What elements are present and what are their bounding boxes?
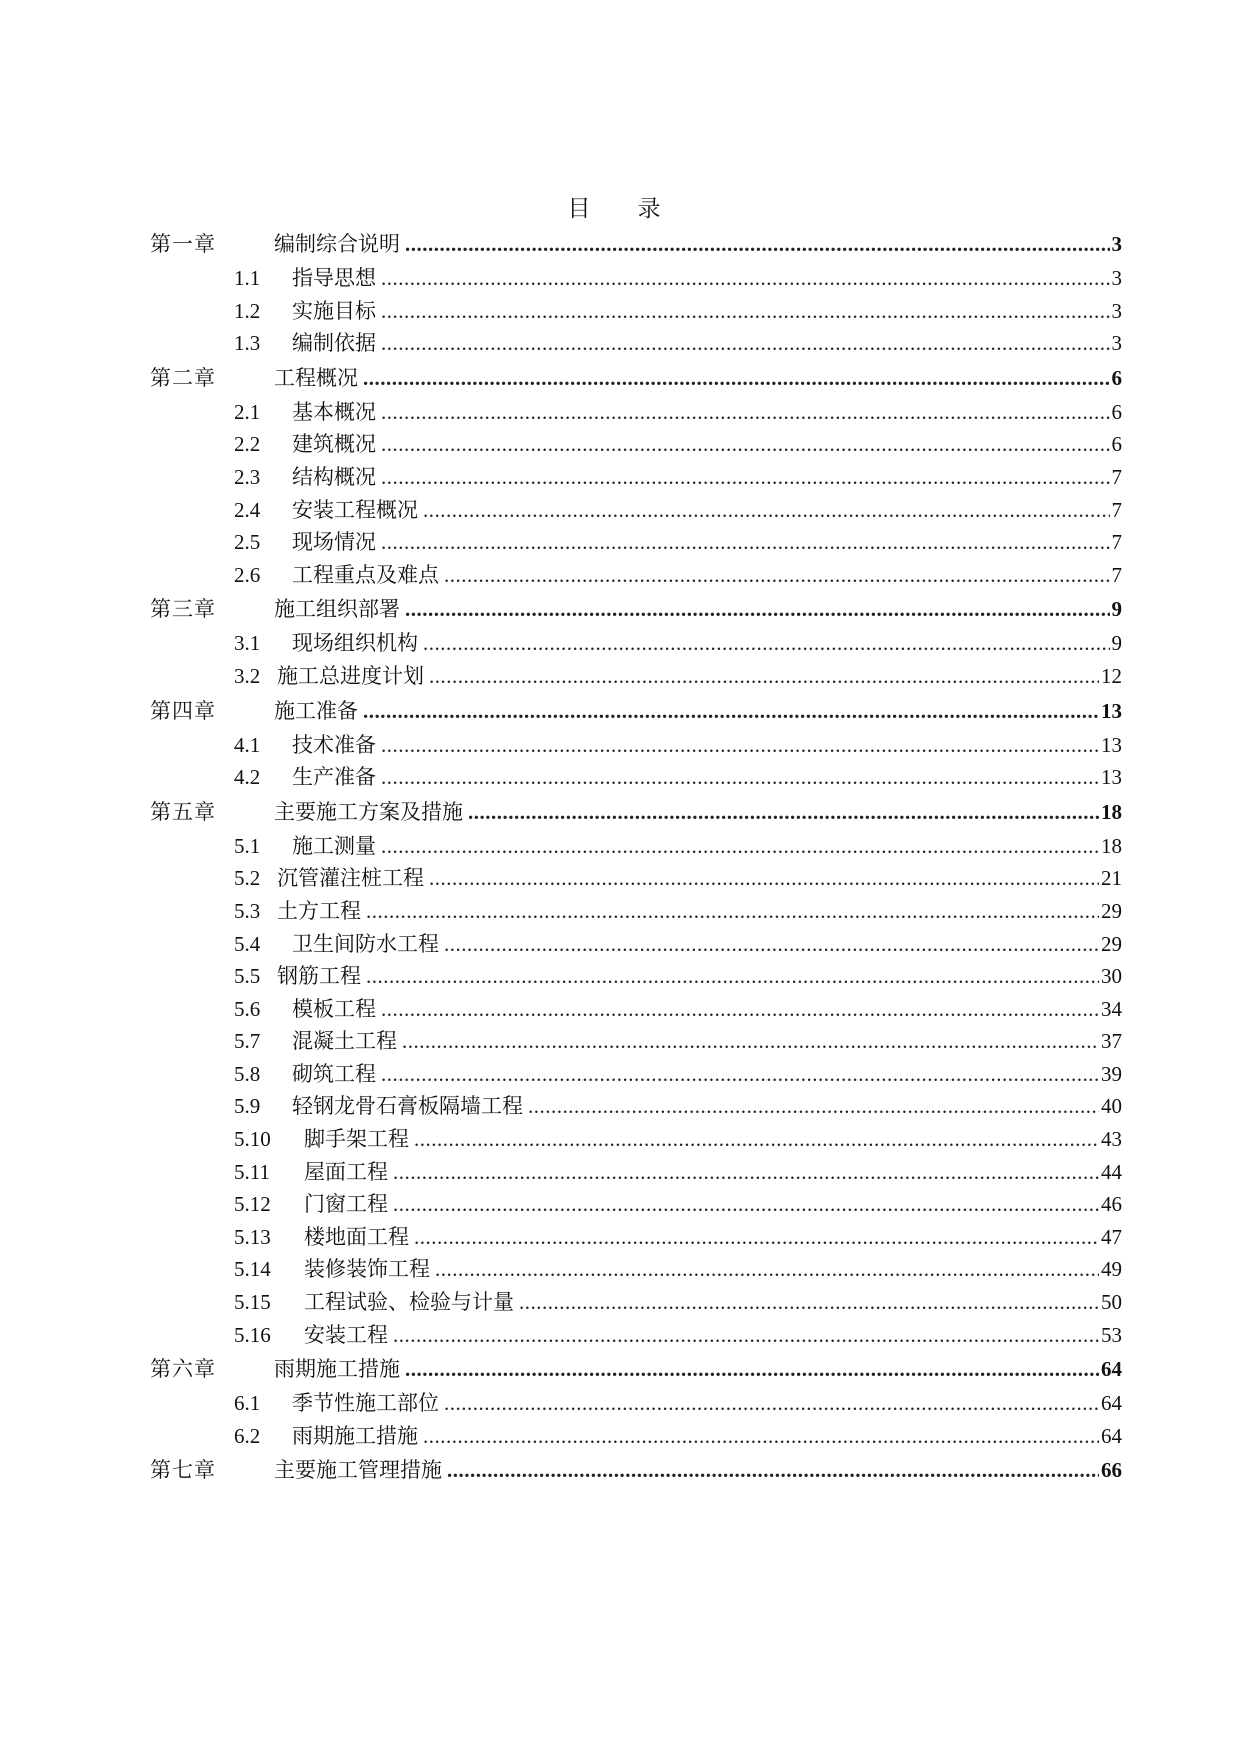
toc-entry-page-number: 29 (1101, 898, 1122, 923)
toc-entry-number: 5.14 (234, 1257, 271, 1282)
toc-entry-title: 生产准备 (292, 765, 376, 790)
toc-entry-title: 编制综合说明 (274, 232, 400, 256)
toc-entry-title: 工程重点及难点 (292, 562, 439, 587)
toc-section-entry[interactable] (150, 1188, 1122, 1221)
toc-entry-title: 工程概况 (274, 365, 358, 390)
toc-section-entry[interactable] (150, 895, 1122, 928)
toc-entry-title: 楼地面工程 (304, 1224, 409, 1249)
toc-entry-page-number: 7 (1111, 464, 1122, 489)
dot-leader (363, 360, 1110, 396)
toc-entry-number: 2.3 (234, 464, 261, 489)
toc-entry-number: 第二章 (150, 365, 216, 390)
toc-entry-number: 2.4 (234, 497, 261, 522)
toc-section-entry[interactable] (150, 660, 1122, 693)
toc-entry-number: 3.2 (234, 663, 261, 688)
dot-leader (414, 1123, 1099, 1156)
toc-entry-title: 脚手架工程 (304, 1127, 409, 1152)
toc-chapter-entry[interactable] (150, 591, 1122, 627)
toc-entry-page-number: 40 (1101, 1094, 1122, 1119)
toc-title: 目 录 (567, 196, 673, 221)
toc-entry-title: 现场情况 (292, 530, 376, 555)
dot-leader (405, 591, 1110, 627)
toc-section-entry[interactable] (150, 1286, 1122, 1319)
toc-section-entry[interactable] (150, 1253, 1122, 1286)
toc-entry-page-number: 34 (1101, 996, 1122, 1021)
toc-entry-number: 1.1 (234, 266, 261, 290)
toc-entry-title: 安装工程 (304, 1322, 388, 1347)
toc-entry-page-number: 13 (1101, 698, 1122, 723)
toc-entry-number: 2.1 (234, 399, 261, 424)
toc-entry-title: 工程试验、检验与计量 (304, 1290, 514, 1315)
toc-entry-number: 4.2 (234, 765, 261, 790)
toc-section-entry[interactable] (150, 960, 1122, 993)
toc-entry-number: 5.15 (234, 1290, 271, 1315)
toc-entry-title: 装修装饰工程 (304, 1257, 430, 1282)
dot-leader (381, 428, 1110, 461)
dot-leader (423, 627, 1110, 660)
toc-entry-page-number: 50 (1101, 1290, 1122, 1315)
toc-entry-page-number: 30 (1101, 964, 1122, 989)
dot-leader (444, 1387, 1099, 1420)
toc-entry-number: 1.2 (234, 298, 261, 323)
toc-section-entry[interactable] (150, 1156, 1122, 1189)
dot-leader (423, 494, 1110, 527)
toc-entry-number: 5.5 (234, 964, 261, 989)
toc-entry-title: 砌筑工程 (292, 1061, 376, 1086)
toc-entry-title: 编制依据 (292, 331, 376, 356)
dot-leader (381, 295, 1110, 328)
toc-entry-page-number: 6 (1111, 432, 1122, 457)
toc-entry-number: 第一章 (150, 232, 216, 256)
dot-leader (393, 1319, 1099, 1352)
toc-section-entry[interactable] (150, 494, 1122, 527)
toc-section-entry[interactable] (150, 993, 1122, 1026)
toc-entry-title: 实施目标 (292, 298, 376, 323)
toc-entry-page-number: 3 (1111, 298, 1122, 323)
dot-leader (528, 1090, 1099, 1123)
toc-entry-title: 模板工程 (292, 996, 376, 1021)
toc-entry-title: 基本概况 (292, 399, 376, 424)
toc-entry-title: 结构概况 (292, 464, 376, 489)
toc-entry-number: 5.12 (234, 1192, 271, 1217)
toc-chapter-entry[interactable] (150, 693, 1122, 729)
toc-section-entry[interactable] (150, 327, 1122, 360)
toc-entry-number: 5.6 (234, 996, 261, 1021)
toc-section-entry[interactable] (150, 1221, 1122, 1254)
toc-entry-number: 4.1 (234, 732, 261, 757)
dot-leader (381, 993, 1099, 1026)
toc-section-entry[interactable] (150, 1319, 1122, 1352)
dot-leader (435, 1253, 1099, 1286)
toc-chapter-entry[interactable] (150, 1452, 1122, 1488)
toc-entry-title: 建筑概况 (292, 432, 376, 457)
toc-entry-number: 第四章 (150, 698, 216, 723)
toc-entry-page-number: 3 (1111, 266, 1122, 290)
toc-entry-number: 5.10 (234, 1127, 271, 1152)
toc-entry-number: 5.16 (234, 1322, 271, 1347)
toc-entry-number: 5.11 (234, 1159, 270, 1184)
dot-leader (381, 262, 1110, 295)
toc-entry-page-number: 7 (1111, 562, 1122, 587)
toc-section-entry[interactable] (150, 1090, 1122, 1123)
toc-entry-page-number: 64 (1101, 1357, 1122, 1382)
toc-entry-page-number: 43 (1101, 1127, 1122, 1152)
toc-entry-page-number: 3 (1111, 232, 1122, 256)
toc-entry-number: 第三章 (150, 597, 216, 622)
dot-leader (363, 693, 1099, 729)
dot-leader (405, 226, 1110, 262)
toc-section-entry[interactable] (150, 428, 1122, 461)
toc-entry-number: 2.6 (234, 562, 261, 587)
toc-entry-page-number: 12 (1101, 663, 1122, 688)
toc-entry-page-number: 29 (1101, 931, 1122, 956)
toc-entry-page-number: 9 (1111, 631, 1122, 656)
toc-entry-number: 5.8 (234, 1061, 261, 1086)
dot-leader (393, 1188, 1099, 1221)
toc-entry-page-number: 46 (1101, 1192, 1122, 1217)
toc-section-entry[interactable] (150, 1058, 1122, 1091)
toc-entry-page-number: 66 (1101, 1458, 1122, 1483)
toc-entry-title: 卫生间防水工程 (292, 931, 439, 956)
toc-section-entry[interactable] (150, 928, 1122, 961)
dot-leader (381, 461, 1110, 494)
dot-leader (423, 1420, 1099, 1453)
dot-leader (405, 1351, 1099, 1387)
toc-entry-page-number: 18 (1101, 833, 1122, 858)
dot-leader (381, 327, 1110, 360)
toc-entry-title: 轻钢龙骨石膏板隔墙工程 (292, 1094, 523, 1119)
toc-entry-title: 沉管灌注桩工程 (277, 866, 424, 891)
toc-entry-number: 1.3 (234, 331, 261, 356)
toc-section-entry[interactable] (150, 396, 1122, 429)
toc-entry-number: 6.1 (234, 1391, 261, 1416)
dot-leader (381, 526, 1110, 559)
toc-entry-number: 第六章 (150, 1357, 216, 1382)
toc-section-entry[interactable] (150, 461, 1122, 494)
toc-entry-page-number: 7 (1111, 497, 1122, 522)
toc-entry-page-number: 53 (1101, 1322, 1122, 1347)
dot-leader (429, 660, 1099, 693)
toc-section-entry[interactable] (150, 830, 1122, 863)
toc-entry-page-number: 49 (1101, 1257, 1122, 1282)
toc-entry-page-number: 64 (1101, 1391, 1122, 1416)
toc-entry-number: 5.3 (234, 898, 261, 923)
toc-entry-page-number: 64 (1101, 1423, 1122, 1448)
dot-leader (381, 1058, 1099, 1091)
toc-entry-number: 5.13 (234, 1224, 271, 1249)
dot-leader (381, 830, 1099, 863)
toc-entry-title: 施工总进度计划 (277, 663, 424, 688)
toc-entry-number: 5.2 (234, 866, 261, 891)
toc-section-entry[interactable] (150, 1387, 1122, 1420)
dot-leader (447, 1452, 1099, 1488)
toc-entry-number: 5.7 (234, 1029, 261, 1054)
dot-leader (381, 761, 1099, 794)
toc-entry-page-number: 44 (1101, 1159, 1122, 1184)
toc-entry-title: 土方工程 (277, 898, 361, 923)
toc-entry-title: 混凝土工程 (292, 1029, 397, 1054)
toc-entry-number: 5.1 (234, 833, 261, 858)
toc-section-entry[interactable] (150, 262, 1122, 295)
toc-entry-page-number: 3 (1111, 331, 1122, 356)
toc-chapter-entry[interactable] (150, 226, 1122, 262)
toc-section-entry[interactable] (150, 526, 1122, 559)
toc-section-entry[interactable] (150, 1420, 1122, 1453)
dot-leader (468, 794, 1099, 830)
toc-entry-title: 屋面工程 (304, 1159, 388, 1184)
dot-leader (393, 1156, 1099, 1189)
dot-leader (381, 396, 1110, 429)
toc-section-entry[interactable] (150, 295, 1122, 328)
toc-entry-number: 2.2 (234, 432, 261, 457)
toc-entry-title: 施工准备 (274, 698, 358, 723)
toc-entry-page-number: 6 (1111, 399, 1122, 424)
dot-leader (366, 960, 1099, 993)
dot-leader (444, 928, 1099, 961)
toc-entry-title: 施工测量 (292, 833, 376, 858)
toc-entry-title: 技术准备 (292, 732, 376, 757)
toc-entry-title: 现场组织机构 (292, 631, 418, 656)
toc-entry-title: 指导思想 (292, 266, 376, 290)
toc-entry-page-number: 21 (1101, 866, 1122, 891)
toc-entry-page-number: 7 (1111, 530, 1122, 555)
toc-entry-number: 5.9 (234, 1094, 261, 1119)
toc-section-entry[interactable] (150, 1025, 1122, 1058)
dot-leader (381, 729, 1099, 762)
toc-entry-title: 雨期施工措施 (292, 1423, 418, 1448)
toc-entry-page-number: 13 (1101, 765, 1122, 790)
dot-leader (402, 1025, 1099, 1058)
toc-entry-page-number: 13 (1101, 732, 1122, 757)
toc-section-entry[interactable] (150, 627, 1122, 660)
toc-chapter-entry[interactable] (150, 360, 1122, 396)
toc-entry-title: 雨期施工措施 (274, 1357, 400, 1382)
dot-leader (366, 895, 1099, 928)
toc-entry-number: 第七章 (150, 1458, 216, 1483)
toc-section-entry[interactable] (150, 559, 1122, 592)
toc-section-entry[interactable] (150, 1123, 1122, 1156)
toc-entry-title: 主要施工管理措施 (274, 1458, 442, 1483)
toc-section-entry[interactable] (150, 862, 1122, 895)
toc-entry-number: 2.5 (234, 530, 261, 555)
toc-entry-title: 钢筋工程 (277, 964, 361, 989)
toc-entry-page-number: 47 (1101, 1224, 1122, 1249)
table-of-contents (150, 226, 1122, 1488)
toc-chapter-entry[interactable] (150, 794, 1122, 830)
toc-entry-number: 第五章 (150, 799, 216, 824)
toc-section-entry[interactable] (150, 729, 1122, 762)
toc-entry-number: 5.4 (234, 931, 261, 956)
toc-entry-title: 施工组织部署 (274, 597, 400, 622)
toc-entry-title: 季节性施工部位 (292, 1391, 439, 1416)
toc-entry-page-number: 39 (1101, 1061, 1122, 1086)
toc-entry-page-number: 9 (1111, 597, 1122, 622)
toc-entry-page-number: 6 (1111, 365, 1122, 390)
toc-entry-number: 3.1 (234, 631, 261, 656)
toc-entry-page-number: 18 (1101, 799, 1122, 824)
dot-leader (414, 1221, 1099, 1254)
toc-section-entry[interactable] (150, 761, 1122, 794)
toc-entry-title: 门窗工程 (304, 1192, 388, 1217)
dot-leader (444, 559, 1110, 592)
toc-entry-page-number: 37 (1101, 1029, 1122, 1054)
dot-leader (519, 1286, 1099, 1319)
toc-entry-title: 安装工程概况 (292, 497, 418, 522)
toc-entry-title: 主要施工方案及措施 (274, 799, 463, 824)
toc-chapter-entry[interactable] (150, 1351, 1122, 1387)
toc-entry-number: 6.2 (234, 1423, 261, 1448)
dot-leader (429, 862, 1099, 895)
